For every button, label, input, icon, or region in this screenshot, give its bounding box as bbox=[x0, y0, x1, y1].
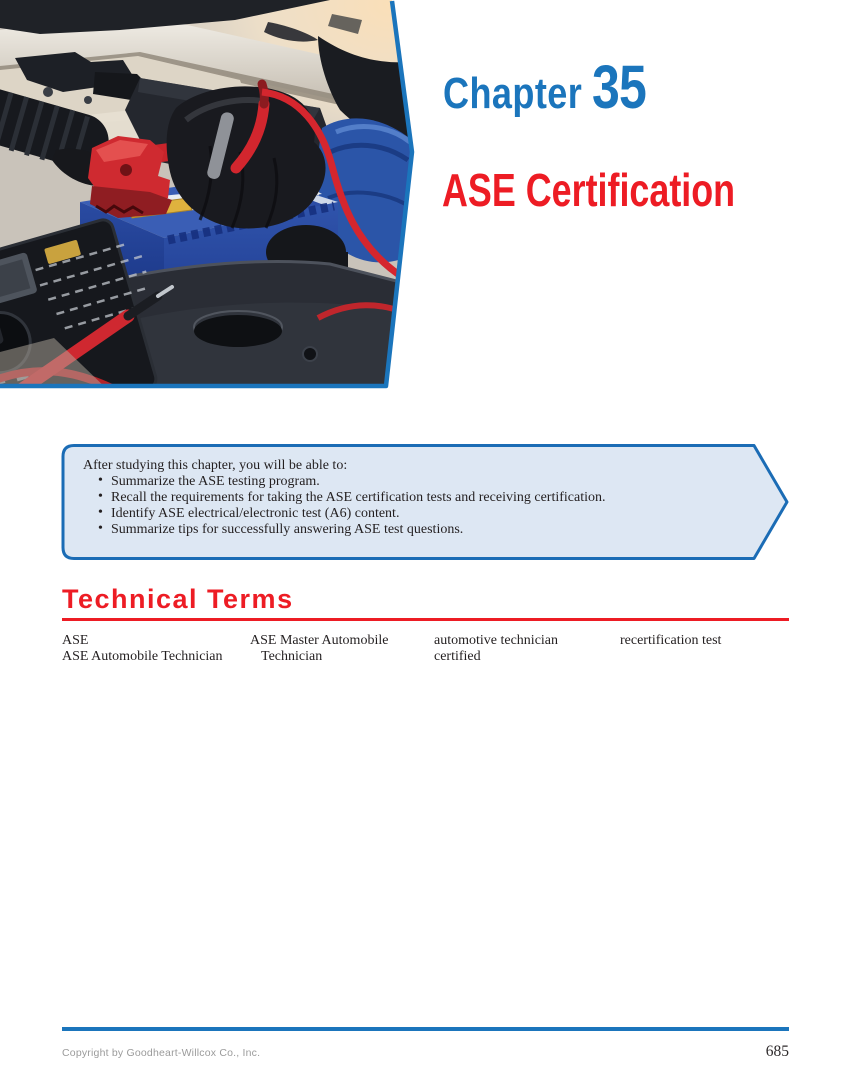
term-item: automotive technician bbox=[434, 633, 559, 648]
technical-terms-grid bbox=[62, 633, 789, 665]
term-item: recertification test bbox=[620, 633, 722, 648]
terms-column-3 bbox=[434, 633, 620, 665]
objective-item: • Recall the requirements for taking the ASE certification tests and receiving certification. bbox=[98, 490, 720, 506]
page-number: 685 bbox=[765, 1043, 789, 1060]
objectives-callout bbox=[60, 443, 790, 561]
term-item: ASE bbox=[62, 633, 89, 648]
technical-terms-section bbox=[62, 586, 789, 665]
technical-terms-heading: Technical Terms bbox=[62, 584, 294, 614]
objectives-content bbox=[83, 458, 720, 538]
term-item: Technician bbox=[261, 649, 323, 665]
chapter-label: Chapter bbox=[443, 69, 583, 118]
objective-item: • Summarize tips for successfully answering ASE test questions. bbox=[98, 522, 720, 538]
terms-column-2 bbox=[250, 633, 434, 665]
terms-column-1 bbox=[62, 633, 250, 665]
term-item: ASE Master Automobile bbox=[250, 633, 389, 648]
chapter-opener-photo bbox=[0, 0, 416, 392]
chapter-title: ASE Certification bbox=[442, 164, 736, 216]
objective-item: • Identify ASE electrical/electronic test (A6) content. bbox=[98, 506, 720, 522]
term-item: certified bbox=[434, 649, 481, 665]
chapter-heading bbox=[443, 52, 646, 122]
objectives-intro: After studying this chapter, you will be able to: bbox=[83, 458, 348, 473]
copyright-text: Copyright by Goodheart-Willcox Co., Inc. bbox=[62, 1047, 261, 1059]
terms-column-4 bbox=[620, 633, 789, 665]
chapter-number: 35 bbox=[592, 53, 647, 121]
objective-item: • Summarize the ASE testing program. bbox=[98, 474, 720, 490]
photo-illustration bbox=[0, 0, 416, 392]
technical-terms-rule bbox=[62, 618, 789, 621]
footer-rule bbox=[62, 1027, 789, 1031]
objectives-list bbox=[83, 474, 720, 538]
term-item: ASE Automobile Technician bbox=[62, 649, 223, 665]
